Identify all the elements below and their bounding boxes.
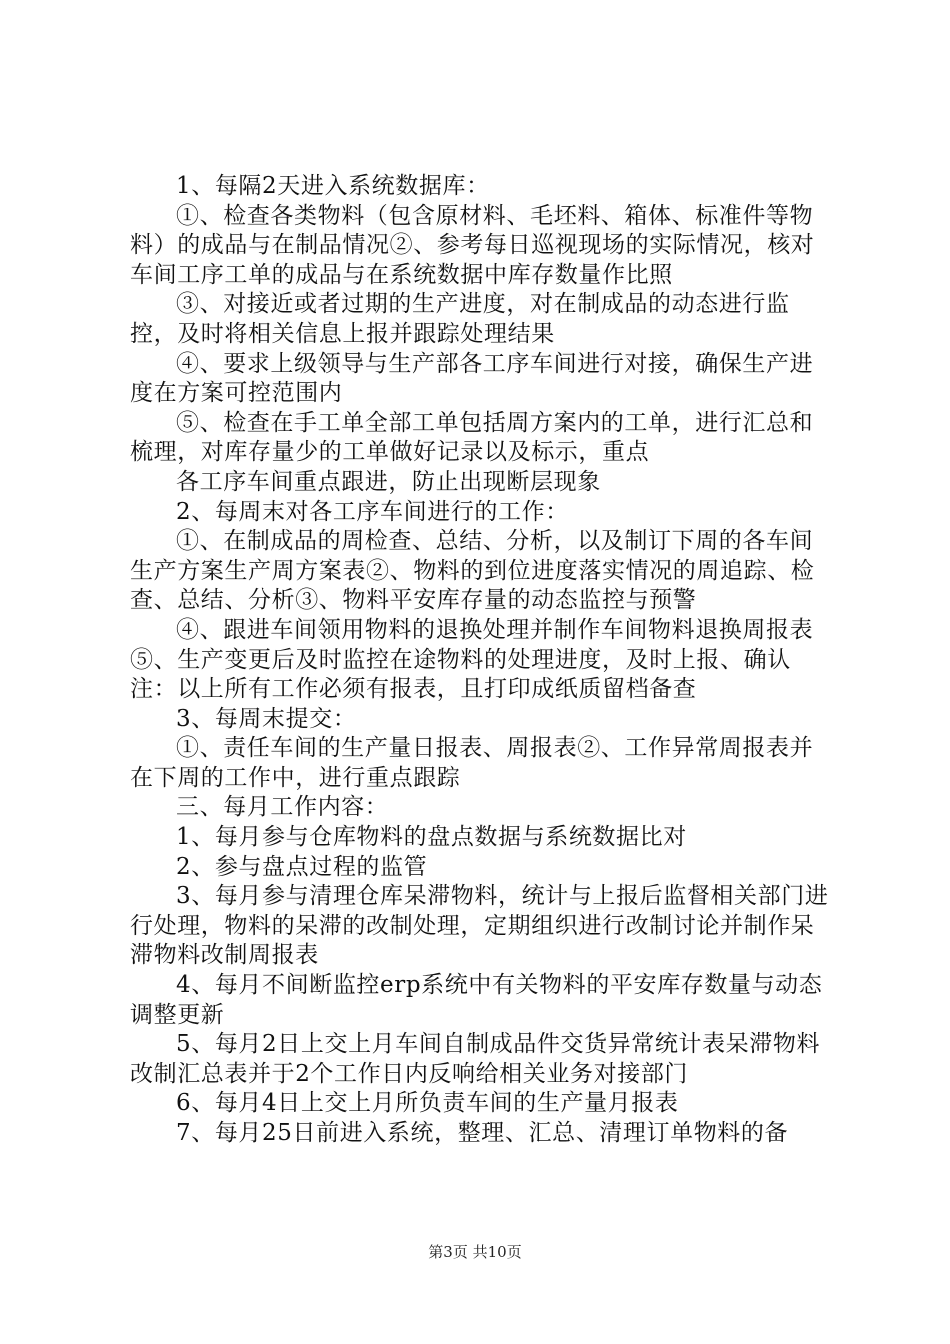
paragraph-18: 6、每月4日上交上月所负责车间的生产量月报表	[176, 1090, 679, 1117]
paragraph-8: ①、在制成品的周检查、总结、分析，以及制订下周的各车间生产方案生产周方案表②、物料的到位进度落实情况的周追踪、检查、总结、分析③、物料平安库存量的动态监控与预警	[130, 528, 815, 614]
paragraph-17: 5、每月2日上交上月车间自制成品件交货异常统计表呆滞物料改制汇总表并于2个工作日内反响给相关业务对接部门	[130, 1031, 821, 1087]
paragraph-15: 3、每月参与清理仓库呆滞物料，统计与上报后监督相关部门进行处理，物料的呆滞的改制处理，定期组织进行改制讨论并制作呆滞物料改制周报表	[130, 883, 829, 969]
paragraph-14: 2、参与盘点过程的监管	[176, 853, 428, 880]
paragraph-3: ③、对接近或者过期的生产进度，对在制成品的动态进行监控，及时将相关信息上报并跟踪处理结果	[130, 291, 790, 347]
paragraph-4: ④、要求上级领导与生产部各工序车间进行对接，确保生产进度在方案可控范围内	[130, 350, 814, 407]
paragraph-16: 4、每月不间断监控erp系统中有关物料的平安库存数量与动态调整更新	[130, 972, 823, 1028]
section-heading: 三、每月工作内容：	[176, 794, 389, 821]
paragraph-10: 3、每周末提交：	[176, 705, 357, 732]
paragraph-13: 1、每月参与仓库物料的盘点数据与系统数据比对	[176, 824, 687, 851]
paragraph-9: ④、跟进车间领用物料的退换处理并制作车间物料退换周报表⑤、生产变更后及时监控在途物料的处理进度，及时上报、确认注：以上所有工作必须有报表，且打印成纸质留档备查	[130, 616, 814, 703]
paragraph-1: 1、每隔2天进入系统数据库：	[176, 173, 490, 199]
paragraph-11: ①、责任车间的生产量日报表、周报表②、工作异常周报表并在下周的工作中，进行重点跟踪	[130, 735, 814, 791]
paragraph-6: 各工序车间重点跟进，防止出现断层现象	[176, 468, 601, 495]
paragraph-5: ⑤、检查在手工单全部工单包括周方案内的工单，进行汇总和梳理，对库存量少的工单做好记录以及标示，重点	[130, 409, 814, 466]
page-footer	[0, 1242, 950, 1262]
paragraph-19: 7、每月25日前进入系统，整理、汇总、清理订单物料的备	[176, 1120, 789, 1146]
paragraph-2: ①、检查各类物料（包含原材料、毛坯料、箱体、标准件等物料）的成品与在制品情况②、参考每日巡视现场的实际情况，核对车间工序工单的成品与在系统数据中库存数量作比照	[130, 202, 815, 288]
document-body	[130, 172, 830, 1149]
paragraph-7: 2、每周末对各工序车间进行的工作：	[176, 498, 569, 525]
page-number: 第3页 共10页	[428, 1243, 522, 1261]
